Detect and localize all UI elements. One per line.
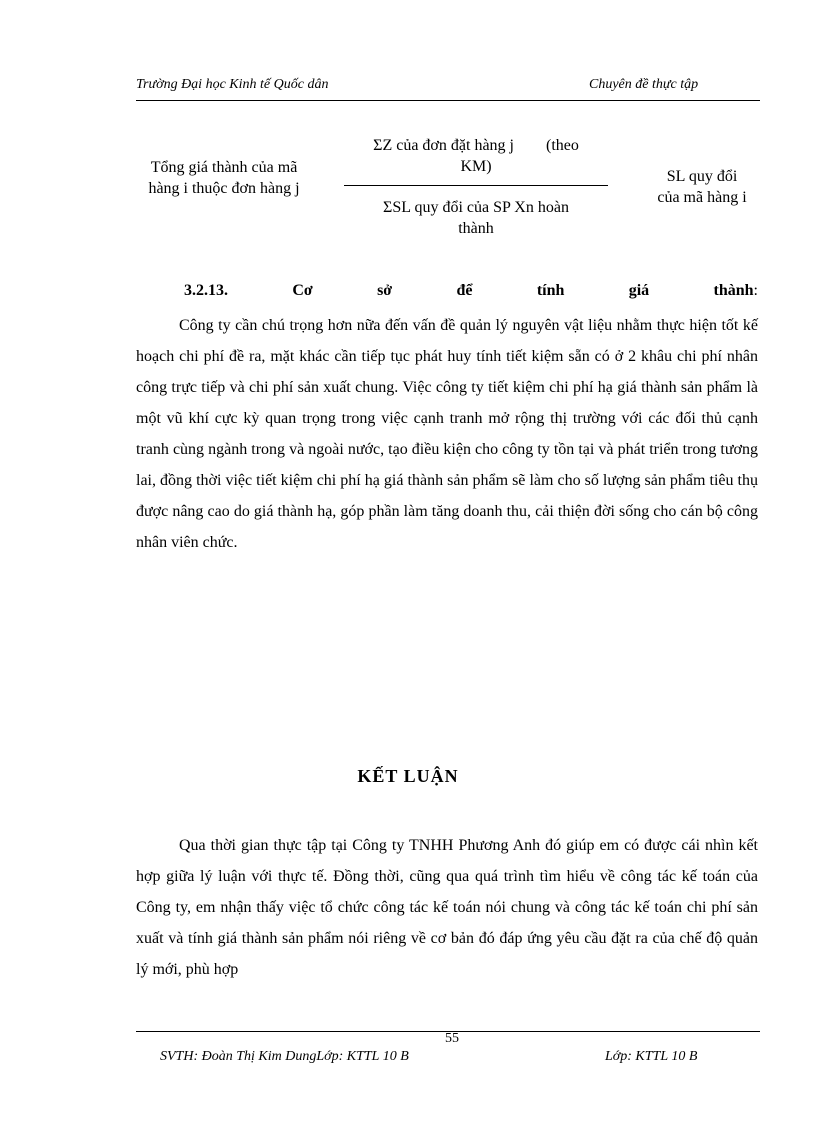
section-heading-word: tính (536, 282, 565, 299)
formula-numerator-line1: ΣZ của đơn đặt hàng j (theo (373, 137, 579, 154)
formula-denominator-line2: thành (458, 220, 494, 237)
section-number: 3.2.13. (184, 282, 228, 299)
section-heading-word: Cơ (292, 282, 313, 299)
formula-numerator-line2: KM) (460, 158, 492, 175)
page-number: 55 (445, 1031, 459, 1046)
formula-right-label (640, 166, 764, 208)
section-heading-colon: : (753, 282, 758, 299)
formula-right-label-line1: SL quy đổi (666, 168, 738, 185)
formula-left-label: Tổng giá thành của mã hàng i thuộc đơn hàng j (148, 159, 300, 197)
formula-denominator (344, 197, 608, 239)
conclusion-title: KẾT LUẬN (357, 766, 459, 786)
section-heading (184, 280, 758, 302)
section-heading-word: giá (628, 282, 650, 299)
formula-numerator (344, 135, 608, 177)
header-divider (136, 100, 760, 101)
conclusion-paragraph: Qua thời gian thực tập tại Công ty TNHH Phương Anh đó giúp em có được cái nhìn kết hợp giữa lý luận với thực tế. Đồng thời, cũng qua quá trình tìm hiểu về công tác kế toán của Công ty, em nhận thấy việc tổ chức công tác kế toán nói chung và công tác kế toán chi phí sản xuất và tính giá thành sản phẩm nói riêng về cơ bản đó đáp ứng yêu cầu đặt ra của chế độ quản lý mới, phù hợp (136, 837, 758, 978)
footer-class: Lớp: KTTL 10 B (605, 1049, 698, 1064)
section-heading-word: sở (377, 282, 393, 299)
formula-right-label-line2: của mã hàng i (657, 189, 747, 206)
header-school-name: Trường Đại học Kinh tế Quốc dân (136, 77, 329, 92)
section-paragraph: Công ty cần chú trọng hơn nữa đến vấn đề quản lý nguyên vật liệu nhằm thực hiện tốt kế hoạch chi phí đề ra, mặt khác cần tiếp tục phát huy tính tiết kiệm sẵn có ở 2 khâu chi phí nhân công trực tiếp và chi phí sản xuất chung. Việc công ty tiết kiệm chi phí hạ giá thành sản phẩm là một vũ khí cực kỳ quan trọng trong việc cạnh tranh mở rộng thị trường với các đối thủ cạnh tranh cùng ngành trong và ngoài nước, tạo điều kiện cho công ty tồn tại và phát triển trong tương lai, đồng thời việc tiết kiệm chi phí hạ giá thành sản phẩm sẽ làm cho số lượng sản phẩm tiêu thụ được nâng cao do giá thành hạ, góp phần làm tăng doanh thu, cải thiện đời sống cho cán bộ công nhân viên chức. (136, 317, 758, 551)
formula-denominator-line1: ΣSL quy đổi của SP Xn hoàn (383, 199, 569, 216)
header-document-type: Chuyên đề thực tập (589, 77, 699, 92)
footer-student: SVTH: Đoàn Thị Kim DungLớp: KTTL 10 B (160, 1049, 409, 1064)
section-heading-word: thành (713, 282, 754, 299)
section-heading-word: để (456, 282, 473, 299)
formula-fraction-bar (344, 185, 608, 186)
